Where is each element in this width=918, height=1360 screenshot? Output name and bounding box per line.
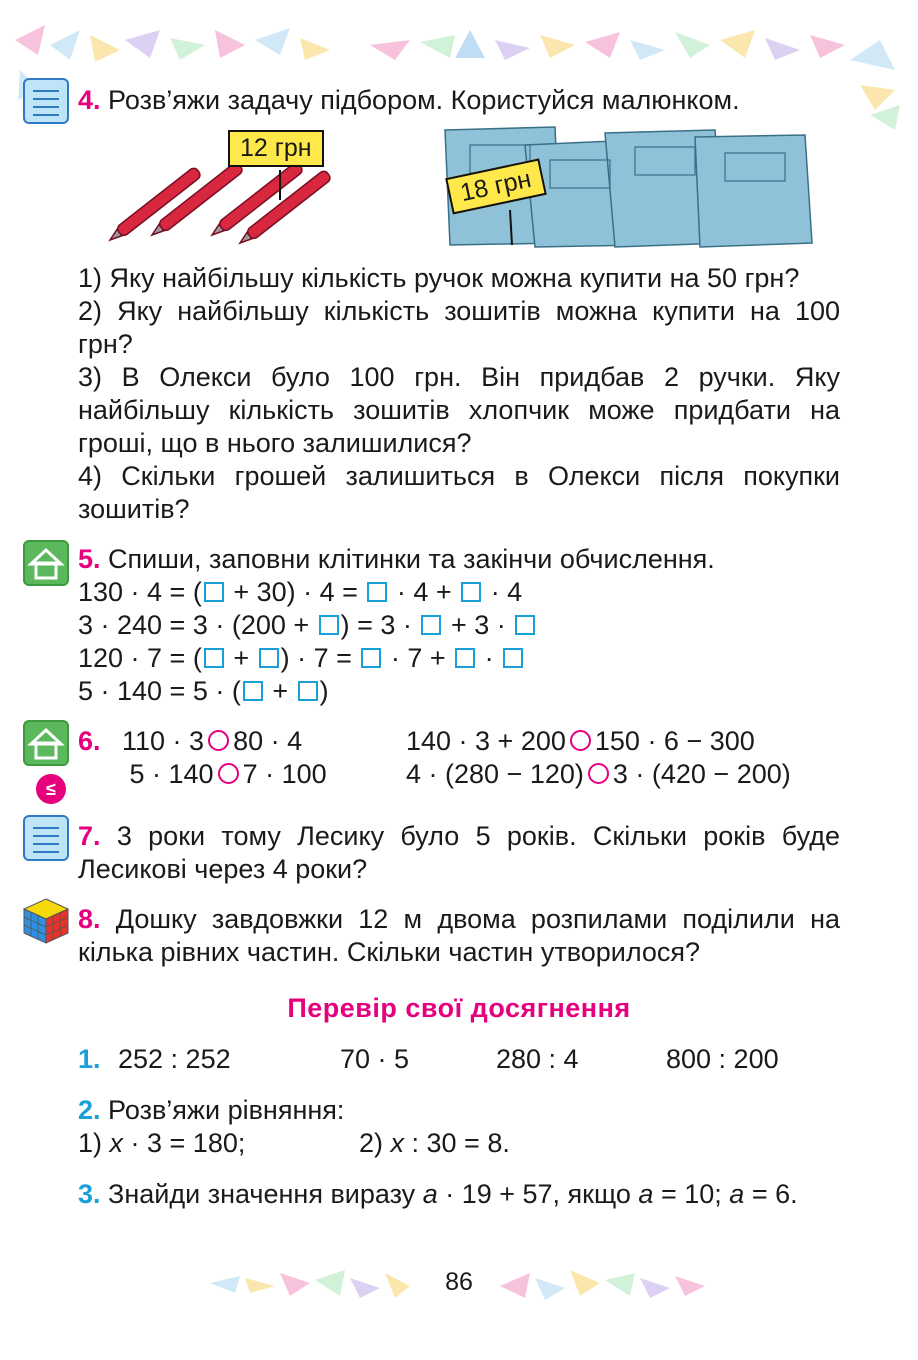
blank-box [204, 582, 224, 602]
equation-line-3: 120 · 7 = ( + ) · 7 = · 7 + · [78, 642, 868, 675]
task4-heading [78, 84, 868, 117]
task-number: 3. [78, 1179, 101, 1209]
compare-1: 110 · 3 80 · 4 [122, 726, 303, 756]
compare-circle [218, 763, 239, 784]
blank-box [461, 582, 481, 602]
compare-circle [588, 763, 609, 784]
task-title: Спиши, заповни клітинки та закінчи обчислення. [108, 544, 715, 574]
task-number: 1. [78, 1044, 101, 1074]
compare-2: 140 · 3 + 200 150 · 6 − 300 [406, 726, 755, 756]
compare-4: 4 · (280 − 120) 3 · (420 − 200) [406, 759, 791, 789]
compare-badge-icon: ≤ [36, 774, 66, 804]
blank-box [319, 615, 339, 635]
blank-box [243, 681, 263, 701]
task4-questions [78, 262, 840, 526]
blank-box [259, 648, 279, 668]
question-1: 1) Яку найбільшу кількість ручок можна купити на 50 грн? [78, 263, 800, 293]
question-2: 2) Яку найбільшу кількість зошитів можна купити на 100 грн? [78, 296, 840, 359]
compare-circle [570, 730, 591, 751]
question-4: 4) Скільки грошей залишиться в Олекси після покупки зошитів? [78, 461, 840, 524]
notebook-price-tag: 18 грн [445, 158, 546, 214]
blank-box [455, 648, 475, 668]
expression: 800 : 200 [666, 1044, 779, 1074]
page-number: 86 [445, 1268, 473, 1296]
expression: 252 : 252 [118, 1044, 231, 1074]
blank-box [367, 582, 387, 602]
section-heading: Перевір свої досягнення [287, 993, 631, 1023]
task-number: 5. [78, 544, 101, 574]
check-2 [78, 1094, 868, 1160]
task8 [78, 903, 840, 969]
notebook-icon [23, 78, 69, 124]
home-icon [23, 720, 69, 766]
question-3: 3) В Олекси було 100 грн. Він придбав 2 ручки. Яку найбільшу кількість зошитів хлопчик може придбати на гроші, що в нього залишилися? [78, 362, 840, 458]
task-number: 4. [78, 85, 101, 115]
task5 [78, 543, 868, 708]
task-number: 8. [78, 904, 101, 934]
task-title: Розв’яжи рівняння: [108, 1095, 345, 1125]
blank-box [515, 615, 535, 635]
task7 [78, 820, 840, 886]
task-title: Розв’яжи задачу підбором. Користуйся малюнком. [108, 85, 740, 115]
equation-line-4: 5 · 140 = 5 · ( + ) [78, 676, 329, 706]
equation-2: 2) x : 30 = 8. [359, 1128, 510, 1158]
expression: 280 : 4 [496, 1044, 579, 1074]
pen-price-tag: 12 грн [228, 130, 324, 167]
compare-circle [208, 730, 229, 751]
blank-box [361, 648, 381, 668]
task-text: 3 роки тому Лесику було 5 років. Скільки років буде Лесикові через 4 роки? [78, 821, 840, 884]
blank-box [421, 615, 441, 635]
task-text: Дошку завдовжки 12 м двома розпилами поділили на кілька рівних частин. Скільки частин утворилося? [78, 904, 840, 967]
task-number: 7. [78, 821, 101, 851]
blank-box [298, 681, 318, 701]
equation-1: 1) x · 3 = 180; [78, 1128, 246, 1158]
task5-heading [78, 543, 868, 576]
rubiks-cube-icon [22, 897, 70, 945]
home-icon [23, 540, 69, 586]
blank-box [503, 648, 523, 668]
task6-number: 6. [78, 726, 101, 756]
blank-box [204, 648, 224, 668]
check-3: 3. Знайди значення виразу a · 19 + 57, якщо a = 10; a = 6. [78, 1179, 798, 1209]
check-1 [78, 1043, 868, 1076]
equation-line-1: 130 · 4 = ( + 30) · 4 = · 4 + · 4 [78, 577, 523, 607]
task-number: 2. [78, 1095, 101, 1125]
compare-3: 5 · 140 7 · 100 [129, 759, 327, 789]
expression: 70 · 5 [340, 1044, 410, 1074]
equation-line-2: 3 · 240 = 3 · (200 + ) = 3 · + 3 · [78, 609, 868, 642]
notebook-icon [23, 815, 69, 861]
